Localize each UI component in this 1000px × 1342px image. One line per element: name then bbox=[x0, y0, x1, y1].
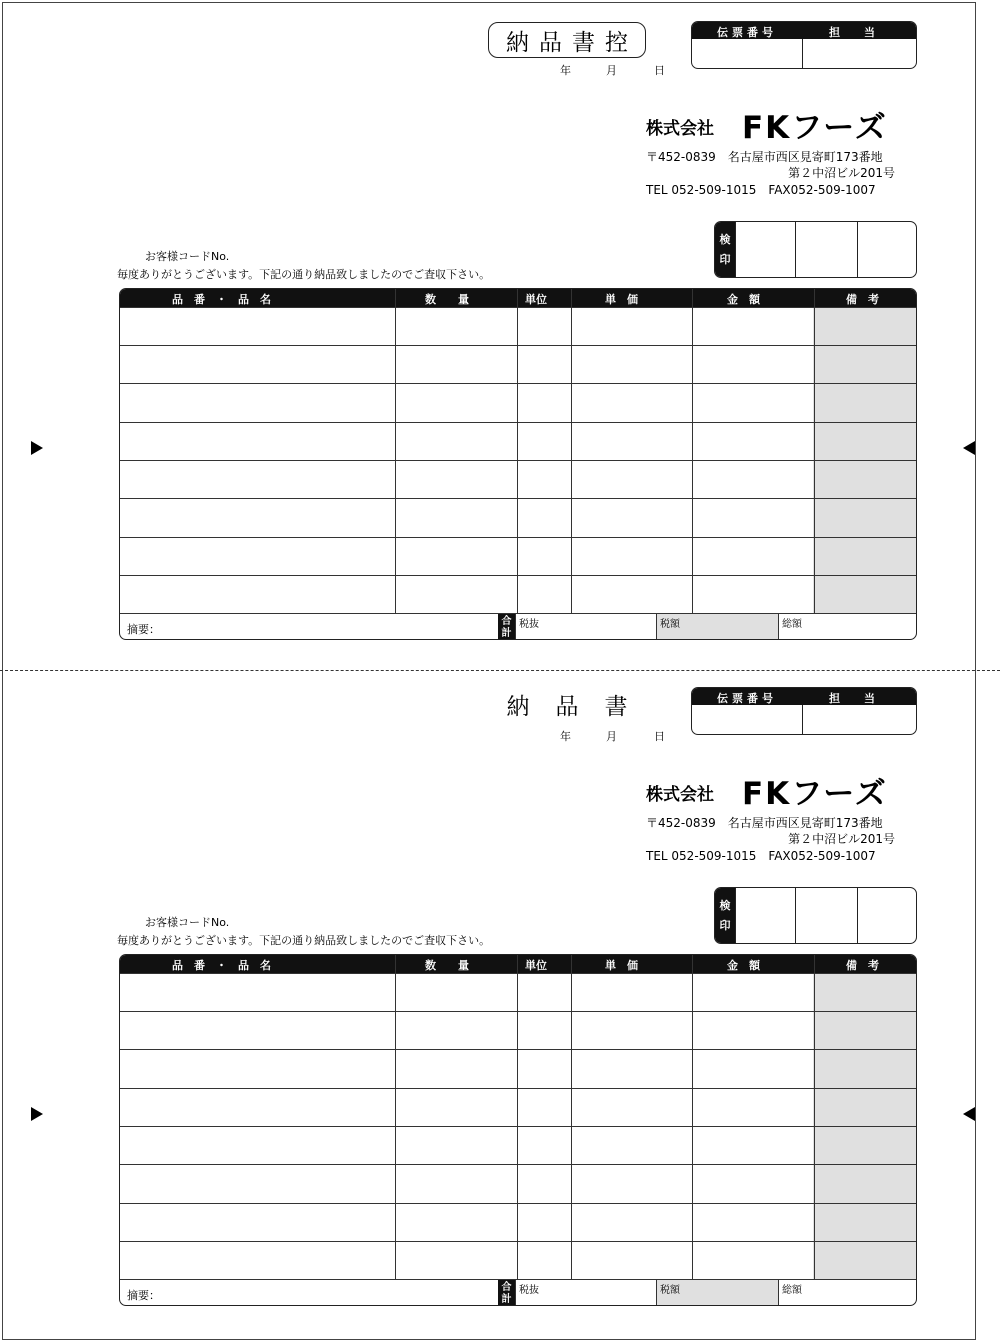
column-divider bbox=[571, 289, 572, 613]
delivery-slip bbox=[0, 0, 1000, 667]
company-phone-fax: TEL 052-509-1015 FAX052-509-1007 bbox=[646, 849, 876, 863]
date-field bbox=[560, 62, 670, 76]
alignment-marker-left-icon bbox=[31, 1107, 43, 1121]
inspection-stamp-box bbox=[714, 221, 917, 278]
table-row bbox=[120, 498, 916, 499]
table-row bbox=[120, 383, 916, 384]
subtotal-excl-tax-cell bbox=[515, 1280, 657, 1306]
total-label-char1: 合 bbox=[501, 616, 512, 627]
table-row bbox=[120, 422, 916, 423]
company-address-line2: 第２中沼ビル201号 bbox=[788, 166, 895, 180]
column-divider bbox=[814, 955, 815, 1279]
column-header-unit-price: 単 価 bbox=[605, 293, 638, 306]
slip-number-label: 伝票番号 bbox=[717, 692, 777, 705]
company-address-line1: 〒452-0839 名古屋市西区見寄町173番地 bbox=[646, 150, 883, 164]
total-label bbox=[498, 1280, 515, 1306]
column-divider bbox=[517, 289, 518, 613]
items-table-header bbox=[120, 955, 916, 973]
stamp-cell bbox=[735, 888, 736, 943]
stamp-cell bbox=[857, 222, 858, 277]
table-row bbox=[120, 1049, 916, 1050]
date-year-label: 年 bbox=[560, 64, 571, 77]
document-title: 納品書控 bbox=[506, 29, 638, 56]
column-header-remarks: 備 考 bbox=[846, 959, 879, 972]
subtotal-excl-tax-cell bbox=[515, 614, 657, 640]
table-row bbox=[120, 1088, 916, 1089]
customer-code-label: お客様コードNo. bbox=[145, 916, 230, 929]
table-row bbox=[120, 460, 916, 461]
inspection-label bbox=[715, 222, 735, 277]
date-year-label: 年 bbox=[560, 730, 571, 743]
grand-total-label: 総額 bbox=[782, 1285, 802, 1296]
inspection-label bbox=[715, 888, 735, 943]
person-in-charge-label: 担当 bbox=[829, 26, 899, 39]
column-divider bbox=[517, 955, 518, 1279]
slip-number-header bbox=[692, 688, 916, 705]
date-field bbox=[560, 728, 670, 742]
date-day-label: 日 bbox=[654, 64, 665, 77]
company-address-line2: 第２中沼ビル201号 bbox=[788, 832, 895, 846]
table-row bbox=[120, 1241, 916, 1242]
date-month-label: 月 bbox=[606, 730, 617, 743]
slip-number-label: 伝票番号 bbox=[717, 26, 777, 39]
column-divider bbox=[692, 289, 693, 613]
column-header-quantity: 数 量 bbox=[425, 293, 469, 306]
person-in-charge-label: 担当 bbox=[829, 692, 899, 705]
column-header-unit: 単位 bbox=[525, 959, 547, 972]
column-header-amount: 金 額 bbox=[727, 293, 760, 306]
company-phone-fax: TEL 052-509-1015 FAX052-509-1007 bbox=[646, 183, 876, 197]
summary-row bbox=[120, 613, 916, 640]
inspection-stamp-box bbox=[714, 887, 917, 944]
column-header-unit-price: 単 価 bbox=[605, 959, 638, 972]
subtotal-excl-tax-label: 税抜 bbox=[519, 1285, 539, 1296]
table-row bbox=[120, 1164, 916, 1165]
grand-total-cell bbox=[778, 1280, 917, 1306]
column-header-remarks: 備 考 bbox=[846, 293, 879, 306]
items-table bbox=[119, 954, 917, 1306]
subtotal-excl-tax-label: 税抜 bbox=[519, 619, 539, 630]
stamp-cell bbox=[735, 222, 736, 277]
inspection-label-char2: 印 bbox=[719, 918, 731, 932]
table-row bbox=[120, 345, 916, 346]
items-table-header bbox=[120, 289, 916, 307]
items-table bbox=[119, 288, 917, 640]
column-divider bbox=[571, 955, 572, 1279]
inspection-label-char1: 検 bbox=[719, 232, 731, 246]
slip-number-header bbox=[692, 22, 916, 39]
column-header-amount: 金 額 bbox=[727, 959, 760, 972]
column-header-unit: 単位 bbox=[525, 293, 547, 306]
total-label-char1: 合 bbox=[501, 1282, 512, 1293]
slip-number-box bbox=[691, 21, 917, 69]
company-name: FKフーズ bbox=[742, 776, 888, 812]
table-row bbox=[120, 1203, 916, 1204]
memo-label: 摘要： bbox=[127, 1289, 160, 1302]
delivery-slip bbox=[0, 666, 1000, 1333]
total-label-char2: 計 bbox=[501, 628, 512, 639]
table-row bbox=[120, 1126, 916, 1127]
customer-code-label: お客様コードNo. bbox=[145, 250, 230, 263]
table-row bbox=[120, 537, 916, 538]
document-title-box bbox=[488, 686, 654, 722]
company-prefix: 株式会社 bbox=[646, 119, 714, 139]
company-prefix: 株式会社 bbox=[646, 785, 714, 805]
column-divider bbox=[692, 955, 693, 1279]
alignment-marker-right-icon bbox=[963, 441, 975, 455]
tax-amount-label: 税額 bbox=[660, 619, 680, 630]
column-header-item: 品 番 ・ 品 名 bbox=[172, 293, 271, 306]
alignment-marker-right-icon bbox=[963, 1107, 975, 1121]
greeting-text: 毎度ありがとうございます。下記の通り納品致しましたのでご査収下さい。 bbox=[117, 934, 491, 947]
greeting-text: 毎度ありがとうございます。下記の通り納品致しましたのでご査収下さい。 bbox=[117, 268, 491, 281]
tax-amount-label: 税額 bbox=[660, 1285, 680, 1296]
column-divider bbox=[814, 289, 815, 613]
memo-label: 摘要： bbox=[127, 623, 160, 636]
document-title: 納品書 bbox=[506, 693, 654, 720]
column-divider bbox=[395, 955, 396, 1279]
tax-amount-cell bbox=[656, 614, 779, 640]
total-label-char2: 計 bbox=[501, 1294, 512, 1305]
tax-amount-cell bbox=[656, 1280, 779, 1306]
table-row bbox=[120, 575, 916, 576]
slip-number-divider bbox=[802, 705, 803, 734]
total-label bbox=[498, 614, 515, 640]
inspection-label-char1: 検 bbox=[719, 898, 731, 912]
company-address-line1: 〒452-0839 名古屋市西区見寄町173番地 bbox=[646, 816, 883, 830]
date-month-label: 月 bbox=[606, 64, 617, 77]
column-header-quantity: 数 量 bbox=[425, 959, 469, 972]
date-day-label: 日 bbox=[654, 730, 665, 743]
slip-number-divider bbox=[802, 39, 803, 68]
table-row bbox=[120, 1011, 916, 1012]
column-divider bbox=[395, 289, 396, 613]
column-header-item: 品 番 ・ 品 名 bbox=[172, 959, 271, 972]
stamp-cell bbox=[795, 222, 796, 277]
stamp-cell bbox=[857, 888, 858, 943]
summary-row bbox=[120, 1279, 916, 1306]
grand-total-label: 総額 bbox=[782, 619, 802, 630]
table-row bbox=[120, 973, 916, 974]
document-title-box bbox=[488, 22, 646, 58]
inspection-label-char2: 印 bbox=[719, 252, 731, 266]
company-name: FKフーズ bbox=[742, 110, 888, 146]
alignment-marker-left-icon bbox=[31, 441, 43, 455]
slip-number-box bbox=[691, 687, 917, 735]
stamp-cell bbox=[795, 888, 796, 943]
grand-total-cell bbox=[778, 614, 917, 640]
table-row bbox=[120, 307, 916, 308]
